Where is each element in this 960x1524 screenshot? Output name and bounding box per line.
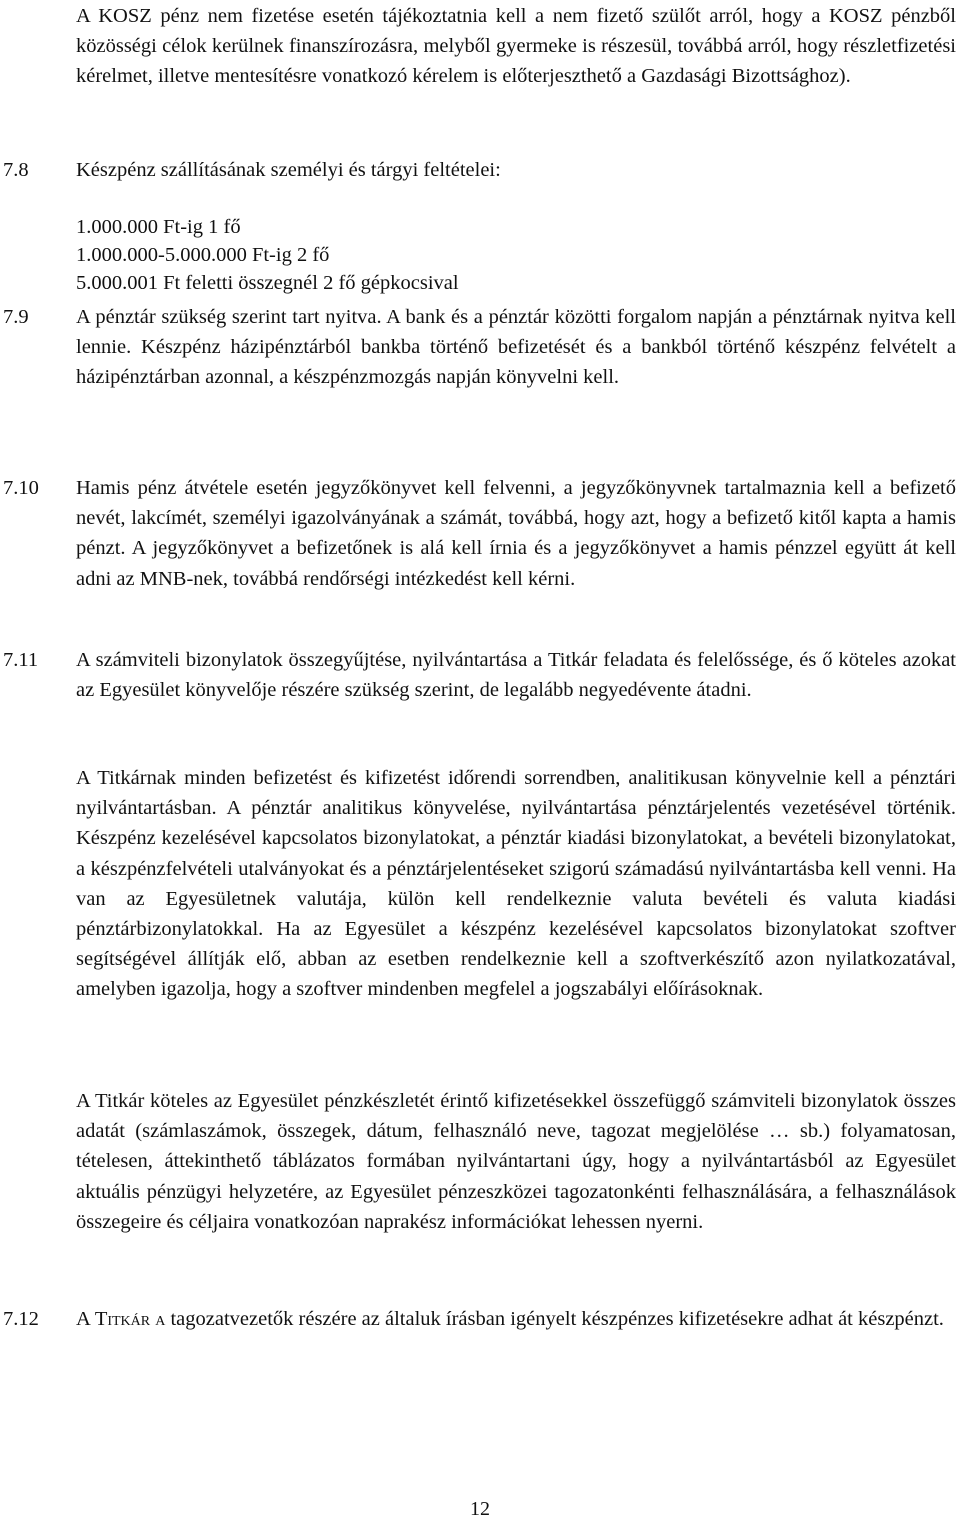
section-7-9 [3, 302, 956, 393]
section-number: 7.9 [3, 306, 29, 328]
section-7-10 [3, 473, 956, 594]
titkar-smallcaps: Titkár a [94, 1308, 166, 1330]
section-7-8 [3, 155, 956, 185]
intro-text: A KOSZ pénz nem fizetése esetén tájékoztatnia kell a nem fizető szülőt arról, hogy a KOSZ pénzből közösségi célok kerülnek finanszírozásra, melyből gyermeke is részesül, továbbá arról, hogy részletfizetési kérelmet, illetve mentesítésre vonatkozó kérelem is előterjeszthető a Gazdasági Bizottsághoz). [76, 5, 956, 88]
paragraph-text: A Titkár köteles az Egyesület pénzkészletét érintő kifizetésekkel összefüggő számviteli bizonylatok összes adatát (számlaszámok, összegek, dátum, felhasználó neve, tagozat megjelölése … sb.) folyamatosan, tételesen, áttekinthető táblázatos formában nyilvántartani úgy, hogy a nyilvántartásból az Egyesület aktuális pénzügyi helyzetére, az Egyesület pénzeszközei tagozatonkénti felhasználására, a felhasználások összegeire és céljaira vonatkozóan naprakész információkat lehessen nyerni. [76, 1090, 956, 1233]
section-text: Hamis pénz átvétele esetén jegyzőkönyvet kell felvenni, a jegyzőkönyvnek tartalmaznia kell a befizető nevét, lakcímét, személyi igazolványának a számát, továbbá, hogy azt, hogy a befizető kitől kapta a hamis pénzt. A jegyzőkönyvet a befizetőnek is alá kell írnia és a jegyzőkönyvet a hamis pénzzel együtt át kell adni az MNB-nek, továbbá rendőrségi intézkedést kell kérni. [76, 477, 956, 590]
section-number: 7.11 [3, 649, 39, 671]
section-7-11-paragraph-2 [76, 763, 956, 1005]
section-text: A pénztár szükség szerint tart nyitva. A bank és a pénztár közötti forgalom napján a pénztárnak nyitva kell lennie. Készpénz házipénztárból bankba történő befizetését és a bankból történő készpénz felvételt a házipénztárban azonnal, a készpénzmozgás napján könyvelni kell. [76, 306, 956, 389]
section-7-11-paragraph-3 [76, 1086, 956, 1237]
section-number: 7.10 [3, 477, 39, 499]
section-title: Készpénz szállításának személyi és tárgyi feltételei: [76, 159, 501, 181]
section-lead: A [76, 1308, 95, 1330]
intro-paragraph [76, 1, 956, 92]
page-number: 12 [470, 1498, 490, 1520]
section-number: 7.12 [3, 1308, 39, 1330]
list-item: 1.000.000-5.000.000 Ft-ig 2 fő [76, 244, 330, 266]
paragraph-text: A Titkárnak minden befizetést és kifizetést időrendi sorrendben, analitikusan könyvelnie kell a pénztári nyilvántartásban. A pénztár analitikus könyvelése, nyilvántartása pénztárjelentés vezetésével történik. Készpénz kezelésével kapcsolatos bizonylatokat, a pénztár kiadási bizonylatokat, a bevételi bizonylatokat, a készpénzfelvételi utalványokat és a pénztárjelentéseket szigorú számadású nyilvántartásba kell venni. Ha van az Egyesületnek valutája, külön kell rendelkeznie valuta bevételi és valuta kiadási pénztárbizonylatokkal. Ha az Egyesület a készpénz kezelésével kapcsolatos bizonylatokat szoftver segítségével állítják elő, abban az esetben rendelkeznie kell a szoftverkészítő azon nyilatkozatával, amelyben igazolja, hogy a szoftver mindenben megfelel a jogszabályi előírásoknak. [76, 767, 956, 1001]
section-7-11 [3, 645, 956, 705]
section-rest: tagozatvezetők részére az általuk írásban igényelt készpénzes kifizetésekre adhat át készpénzt. [165, 1308, 944, 1330]
section-text [76, 1304, 956, 1334]
section-number: 7.8 [3, 159, 29, 181]
list-item: 5.000.001 Ft feletti összegnél 2 fő gépkocsival [76, 272, 459, 294]
list-item: 1.000.000 Ft-ig 1 fő [76, 216, 241, 238]
section-7-12 [3, 1304, 956, 1334]
section-text: A számviteli bizonylatok összegyűjtése, nyilvántartása a Titkár feladata és felelőssége, és ő köteles azokat az Egyesület könyvelője részére szükség szerint, de legalább negyedévente átadni. [76, 649, 956, 702]
transport-conditions-list [76, 213, 776, 297]
